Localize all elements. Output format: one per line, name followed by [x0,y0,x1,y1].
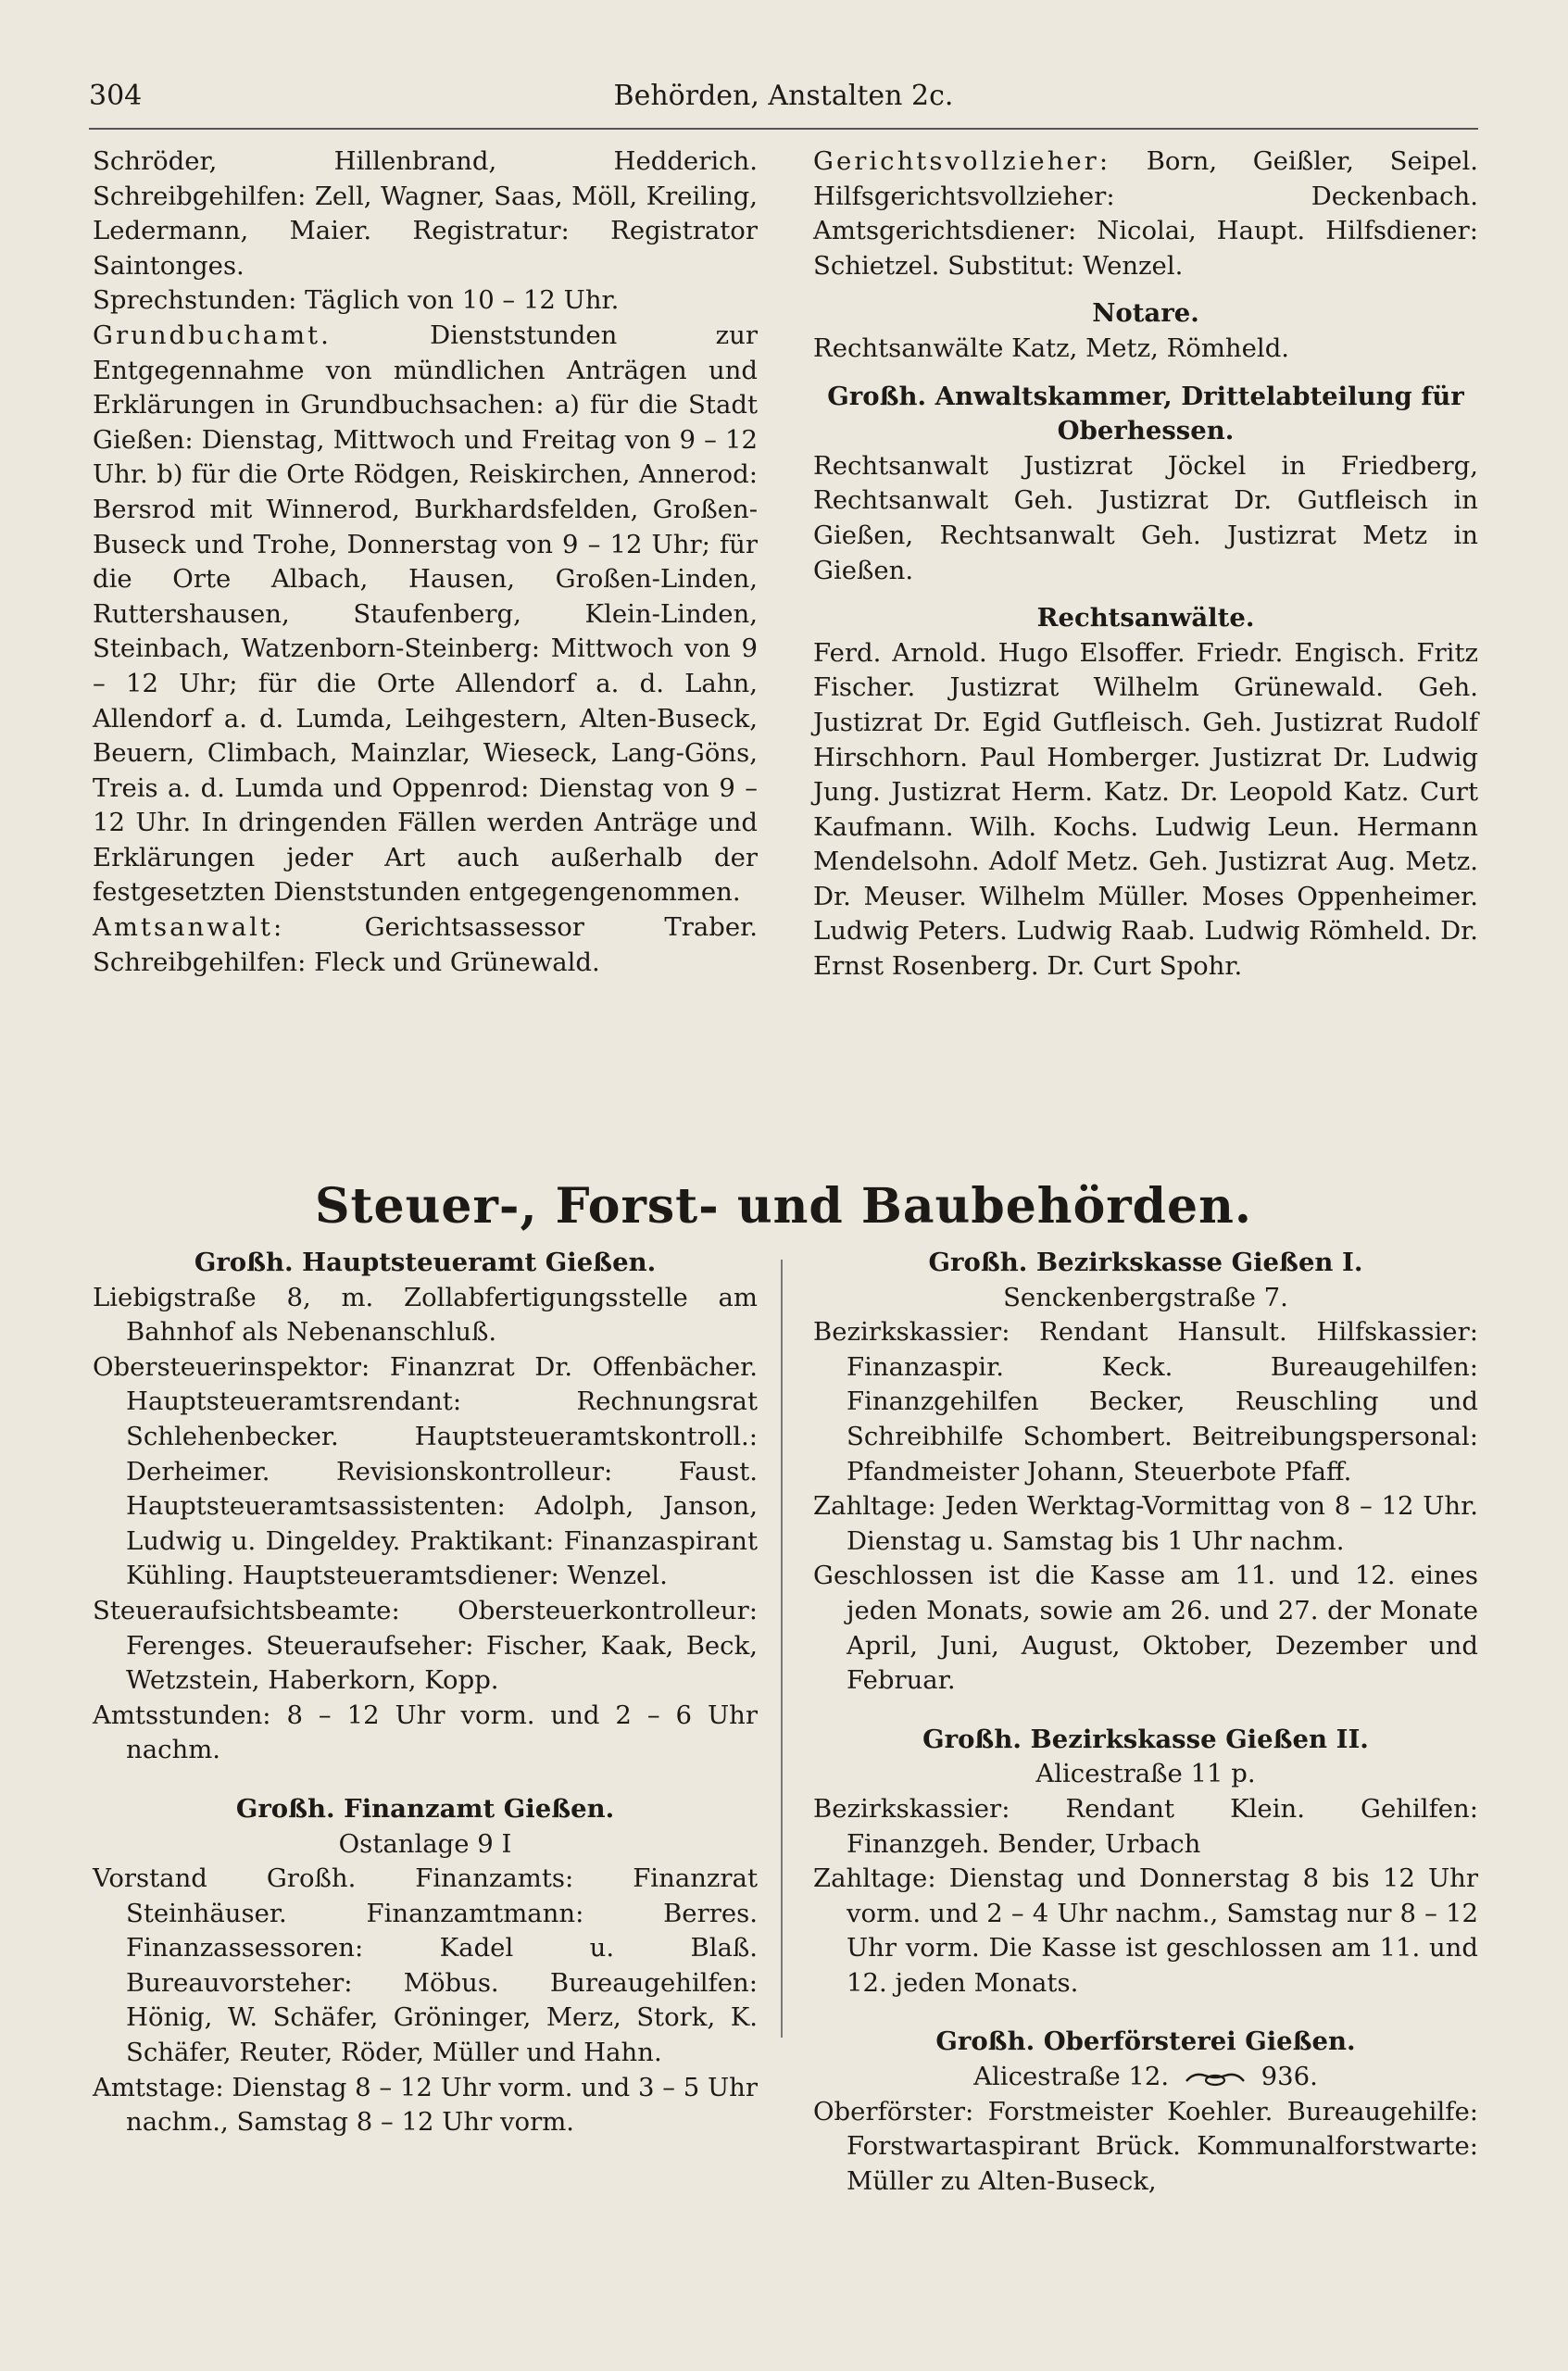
notare-heading: Notare. [1092,298,1199,329]
page-header [89,80,1478,130]
bezirkskasse-1-closed: Geschlossen ist die Kasse am 11. und 12. eines jeden Monats, sowie am 26. und 27. der Monate April, Juni, August, Oktober, Dezember und Februar. [813,1561,1478,1696]
finanzamt-heading: Großh. Finanzamt Gießen. [235,1793,615,1824]
finanzamt-address: Ostanlage 9 I [338,1828,512,1859]
hauptsteueramt-address: Liebigstraße 8, m. Zollabfertigungsstelle am Bahnhof als Nebenanschluß. [93,1282,758,1348]
bezirkskasse-2-staff: Bezirkskassier: Rendant Klein. Gehilfen: Finanzgeh. Bender, Urbach [813,1793,1478,1859]
right-column-top [813,144,1478,985]
anwaltskammer-paragraph: Rechtsanwalt Justizrat Jöckel in Friedberg, Rechtsanwalt Geh. Justizrat Dr. Gutfleisch in Gießen, Rechtsanwalt Geh. Justizrat Metz in Gießen. [813,450,1478,585]
oberfoersterei-heading: Großh. Oberförsterei Gießen. [935,2026,1356,2057]
bezirkskasse-2-paydays: Zahltage: Dienstag und Donnerstag 8 bis 12 Uhr vorm. und 2 – 4 Uhr nachm., Samstag nur 8 – 12 Uhr vorm. Die Kasse ist geschlossen am 11. und 12. jeden Monats. [813,1863,1478,1998]
gerichtsvollzieher-label: Gerichtsvollzieher: [813,146,1111,176]
left-column-bottom [93,1246,758,2140]
grundbuchamt-text: Dienststunden zur Entgegennahme von mündlichen Anträgen und Erklärungen in Grundbuchsachen: a) für die Stadt Gießen: Dienstag, Mittwoch und Freitag von 9 – 12 Uhr. b) für die Orte Rödgen, Reiskirchen, Annerod: Bersrod mit Winnerod, Burkhardsfelden, Großen-Buseck und Trohe, Donnerstag von 9 – 12 Uhr; für die Orte Albach, Hausen, Großen-Linden, Ruttershausen, Staufenberg, Klein-Linden, Steinbach, Watzenborn-Steinberg: Mittwoch von 9 – 12 Uhr; für die Orte Allendorf a. d. Lahn, Allendorf a. d. Lumda, Leihgestern, Alten-Buseck, Beuern, Climbach, Mainzlar, Wieseck, Lang-Göns, Treis a. d. Lumda und Oppenrod: Dienstag von 9 – 12 Uhr. In dringenden Fällen werden Anträge und Erklärungen jeder Art auch außerhalb der festgesetzten Dienststunden entgegengenommen. [93,320,758,908]
right-column-bottom [813,1246,1478,2199]
grundbuchamt-paragraph [93,319,758,910]
hauptsteueramt-heading: Großh. Hauptsteueramt Gießen. [194,1248,657,1277]
bezirkskasse-1-address: Senckenbergstraße 7. [1003,1282,1288,1312]
oberfoersterei-staff: Oberförster: Forstmeister Koehler. Bureaugehilfe: Forstwartaspirant Brück. Kommunalforstwarte: Müller zu Alten-Buseck, [813,2096,1478,2196]
grundbuchamt-label: Grundbuchamt. [93,320,332,350]
office-hours-paragraph: Sprechstunden: Täglich von 10 – 12 Uhr. [93,285,620,316]
amtsanwalt-label: Amtsanwalt: [93,912,285,943]
anwaltskammer-heading: Großh. Anwaltskammer, Drittelabteilung für Oberhessen. [827,381,1464,446]
amtsanwalt-text: Gerichtsassessor Traber. Schreibgehilfen: Fleck und Grünewald. [93,912,758,977]
bezirkskasse-1-heading: Großh. Bezirkskasse Gießen I. [928,1248,1363,1277]
steueraufsicht-paragraph: Steueraufsichtsbeamte: Obersteuerkontrolleur: Ferenges. Steueraufseher: Fischer, Kaak, Beck, Wetzstein, Haberkorn, Kopp. [93,1595,758,1696]
court-staff-paragraph: Schröder, Hillenbrand, Hedderich. Schreibgehilfen: Zell, Wagner, Saas, Möll, Kreiling, Ledermann, Maier. Registratur: Registrator Saintonges. [93,146,758,281]
oberfoersterei-phone: 936. [1261,2062,1318,2092]
oberfoersterei-address-line [813,2060,1478,2095]
finanzamt-staff: Vorstand Großh. Finanzamts: Finanzrat Steinhäuser. Finanzamtmann: Berres. Finanzassessoren: Kadel u. Blaß. Bureauvorsteher: Möbus. Bureaugehilfen: Hönig, W. Schäfer, Gröninger, Merz, Stork, K. Schäfer, Reuter, Röder, Müller und Hahn. [93,1863,758,2068]
telephone-icon [1185,2068,1246,2089]
left-column-top [93,144,758,980]
gerichtsvollzieher-text: Born, Geißler, Seipel. Hilfsgerichtsvollzieher: Deckenbach. Amtsgerichtsdiener: Nicolai, Haupt. Hilfsdiener: Schietzel. Substitut: Wenzel. [813,146,1478,281]
gerichtsvollzieher-paragraph [813,144,1478,283]
running-title: Behörden, Anstalten 2c. [613,80,954,112]
bezirkskasse-1-staff: Bezirkskassier: Rendant Hansult. Hilfskassier: Finanzaspir. Keck. Bureaugehilfen: Finanzgehilfen Becker, Reuschling und Schreibhilfe Schombert. Beitreibungspersonal: Pfandmeister Johann, Steuerbote Pfaff. [813,1317,1478,1487]
bezirkskasse-2-heading: Großh. Bezirkskasse Gießen II. [922,1724,1369,1754]
rechtsanwaelte-heading: Rechtsanwälte. [1036,603,1255,634]
amtsstunden-paragraph: Amtsstunden: 8 – 12 Uhr vorm. und 2 – 6 Uhr nachm. [93,1700,758,1765]
notare-paragraph: Rechtsanwälte Katz, Metz, Römheld. [813,332,1290,363]
oberfoersterei-address: Alicestraße 12. [973,2062,1170,2092]
rechtsanwaelte-paragraph: Ferd. Arnold. Hugo Elsoffer. Friedr. Engisch. Fritz Fischer. Justizrat Wilhelm Grünewald. Geh. Justizrat Dr. Egid Gutfleisch. Geh. Justizrat Rudolf Hirschhorn. Paul Homberger. Justizrat Dr. Ludwig Jung. Justizrat Herm. Katz. Dr. Leopold Katz. Curt Kaufmann. Wilh. Kochs. Ludwig Leun. Hermann Mendelsohn. Adolf Metz. Geh. Justizrat Aug. Metz. Dr. Meuser. Wilhelm Müller. Moses Oppenheimer. Ludwig Peters. Ludwig Raab. Ludwig Römheld. Dr. Ernst Rosenberg. Dr. Curt Spohr. [813,637,1478,982]
amtsanwalt-paragraph [93,910,758,980]
page-number: 304 [89,80,143,112]
hauptsteueramt-staff: Obersteuerinspektor: Finanzrat Dr. Offenbächer. Hauptsteueramtsrendant: Rechnungsrat Schlehenbecker. Hauptsteueramtskontroll.: Derheimer. Revisionskontrolleur: Faust. Hauptsteueramtsassistenten: Adolph, Janson, Ludwig u. Dingeldey. Praktikant: Finanzaspirant Kühling. Hauptsteueramtsdiener: Wenzel. [93,1351,758,1591]
column-divider [781,1260,783,2038]
finanzamt-hours: Amtstage: Dienstag 8 – 12 Uhr vorm. und 3 – 5 Uhr nachm., Samstag 8 – 12 Uhr vorm. [93,2072,758,2138]
bezirkskasse-2-address: Alicestraße 11 p. [1035,1759,1256,1789]
section-title: Steuer-, Forst- und Baubehörden. [314,1178,1253,1235]
bezirkskasse-1-paydays: Zahltage: Jeden Werktag-Vormittag von 8 – 12 Uhr. Dienstag u. Samstag bis 1 Uhr nachm. [813,1491,1478,1556]
